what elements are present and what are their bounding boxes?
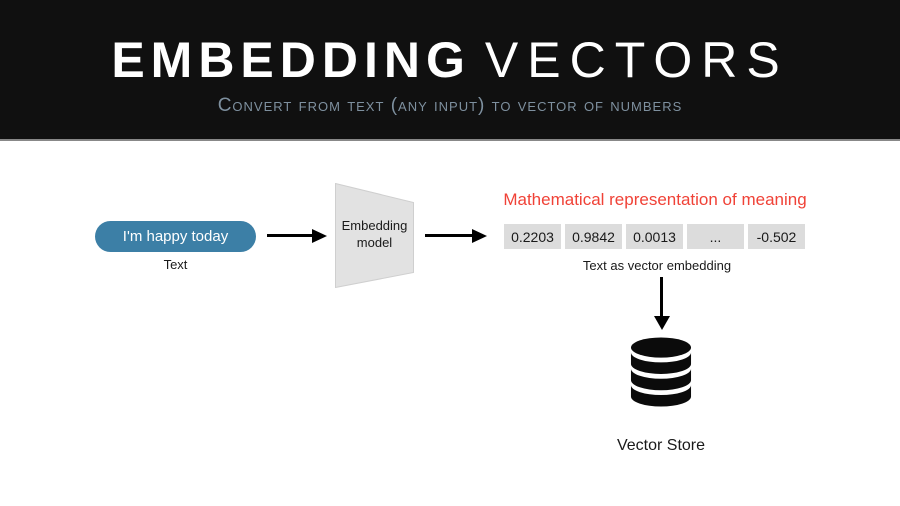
header: [0, 0, 900, 141]
vector-caption: Text as vector embedding: [582, 258, 732, 273]
title-word-embedding: EMBEDDING: [111, 32, 471, 88]
vector-row: [504, 224, 805, 249]
input-text-pill: I'm happy today: [95, 221, 256, 252]
title-word-vectors: VECTORS: [484, 32, 789, 88]
page-title: [0, 32, 900, 88]
vector-cell: 0.0013: [626, 224, 683, 249]
embedding-model-label: Embedding model: [341, 218, 408, 250]
arrow-right-icon: [267, 234, 312, 237]
vector-cell-ellipsis: ...: [687, 224, 744, 249]
vector-cell: 0.2203: [504, 224, 561, 249]
arrow-down-icon: [660, 277, 663, 316]
input-text-caption: Text: [163, 257, 188, 272]
subtitle: Convert from text (any input) to vector of numbers: [217, 95, 683, 116]
vector-cell: -0.502: [748, 224, 805, 249]
vector-title: Mathematical representation of meaning: [503, 190, 807, 209]
vector-store-label: Vector Store: [616, 437, 706, 454]
vector-cell: 0.9842: [565, 224, 622, 249]
arrow-right-icon: [425, 234, 472, 237]
database-icon: [630, 337, 692, 408]
